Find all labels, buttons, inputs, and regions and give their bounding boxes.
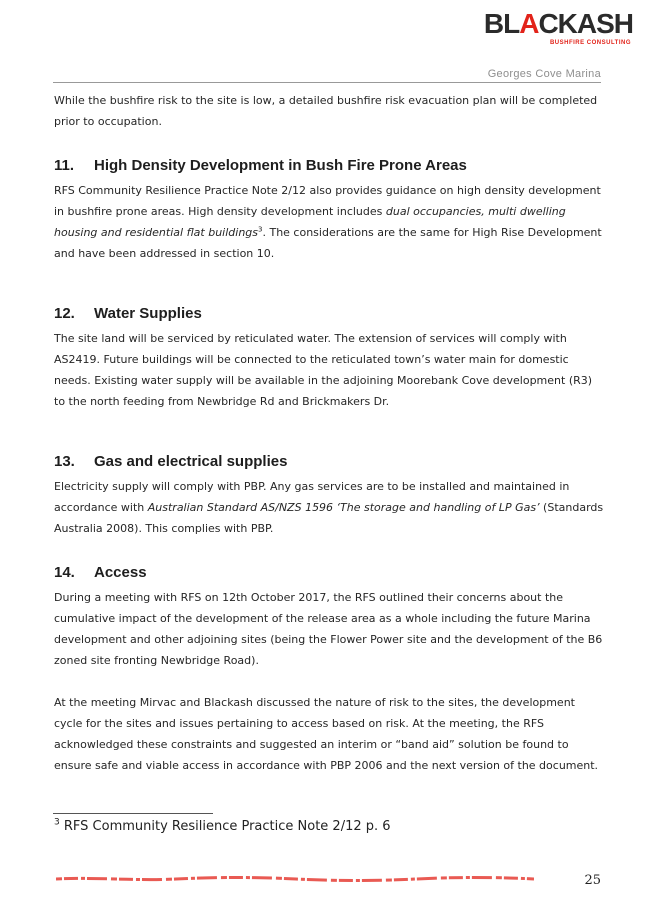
section-13-body-a: Electricity supply will comply with PBP. Any gas services are to be installed and maintained in accordance with: [54, 480, 570, 514]
footer-band-stroke: [56, 878, 534, 881]
section-13-title: Gas and electrical supplies: [94, 453, 288, 470]
logo-subtitle: BUSHFIRE CONSULTING: [549, 40, 631, 46]
logo-text-post: CKASH: [538, 8, 633, 39]
section-14-number: 14.: [54, 564, 75, 581]
section-13-body-italic: Australian Standard AS/NZS 1596 ‘The storage and handling of LP Gas’: [147, 501, 540, 514]
page-content: [54, 90, 604, 776]
footnote-divider: [53, 813, 213, 814]
section-14-paragraph-2: At the meeting Mirvac and Blackash discussed the nature of risk to the sites, the development cycle for the sites and issues pertaining to access based on risk. At the meeting, the RFS acknowledged these constraints and suggested an interim or “band aid” solution be found to ensure safe and viable access in accordance with PBP 2006 and the next version of the document.: [54, 696, 599, 772]
section-11-number: 11.: [54, 157, 75, 174]
section-11-body-italic: dual occupancies, multi dwelling housing and residential flat buildings: [54, 205, 566, 239]
logo-text-accent: A: [519, 8, 539, 39]
logo-wordmark: [461, 10, 633, 38]
intro-paragraph: While the bushfire risk to the site is low, a detailed bushfire risk evacuation plan will be completed prior to occupation.: [54, 94, 598, 128]
section-12-heading: [54, 304, 604, 324]
page-number: 25: [584, 873, 601, 888]
section-12-title: Water Supplies: [94, 305, 202, 322]
footnote: [54, 819, 391, 834]
footer-decorative-band: [56, 876, 534, 882]
section-11-body-a: RFS Community Resilience Practice Note 2/12 also provides guidance on high density development in bushfire prone areas. High density development includes: [54, 184, 601, 218]
section-14-heading: [54, 563, 604, 583]
section-11-title: High Density Development in Bush Fire Prone Areas: [94, 157, 467, 174]
section-11-heading: [54, 156, 604, 176]
header-project-name: Georges Cove Marina: [487, 68, 601, 80]
section-14-paragraph-1: During a meeting with RFS on 12th October 2017, the RFS outlined their concerns about the cumulative impact of the development of the release area as a whole including the future Marina development and other adjoining sites (being the Flower Power site and the development of the B6 zoned site fronting Newbridge Road).: [54, 591, 603, 667]
section-14-title: Access: [94, 564, 147, 581]
blackash-logo: [461, 10, 633, 46]
footnote-marker: 3: [54, 817, 60, 828]
section-12-number: 12.: [54, 305, 75, 322]
section-13-body: [54, 476, 604, 539]
section-12-body: The site land will be serviced by reticulated water. The extension of services will comply with AS2419. Future buildings will be connected to the reticulated town’s water main for domestic needs. Existing water supply will be available in the adjoining Moorebank Cove development (R3) to the north feeding from Newbridge Rd and Brickmakers Dr.: [54, 332, 593, 408]
footnote-text: RFS Community Resilience Practice Note 2/12 p. 6: [59, 819, 391, 834]
logo-text-pre: BL: [483, 8, 520, 39]
header-divider: [53, 82, 601, 83]
footnote-ref-3[interactable]: 3: [258, 225, 263, 234]
section-11-body-b: . The considerations are the same for High Rise Development and have been addressed in section 10.: [54, 226, 602, 260]
section-13-heading: [54, 452, 604, 472]
section-11-body: [54, 180, 604, 264]
section-13-number: 13.: [54, 453, 75, 470]
section-13-body-b: (Standards Australia 2008). This complies with PBP.: [54, 501, 604, 535]
